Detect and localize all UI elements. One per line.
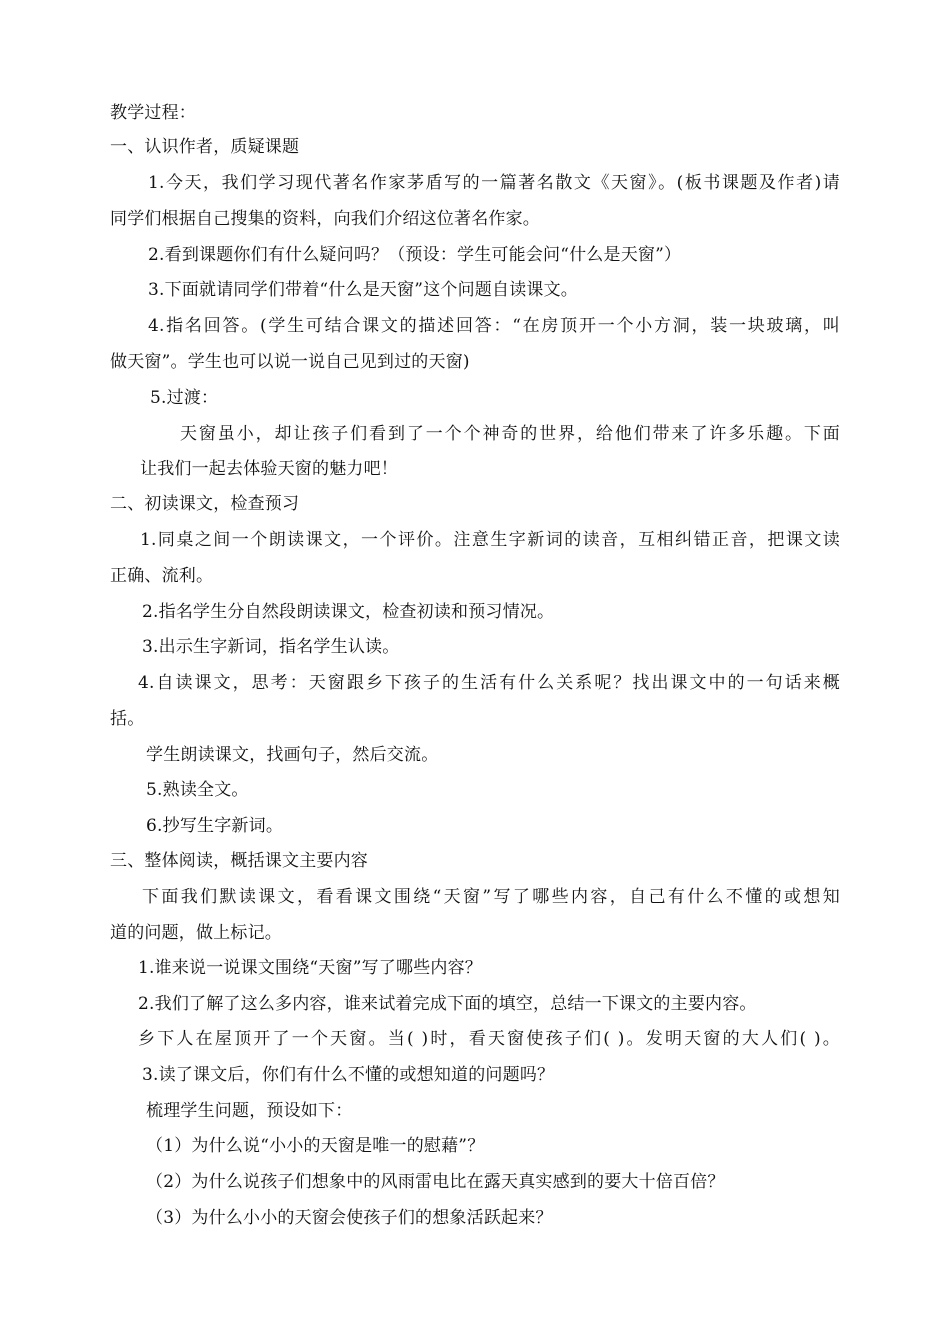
section-3-title: 三、整体阅读，概括课文主要内容 bbox=[110, 851, 368, 871]
section-1-para-1-line-2: 同学们根据自己搜集的资料，向我们介绍这位著名作家。 bbox=[110, 209, 540, 229]
section-1-para-4-line-2: 做天窗”。学生也可以说一说自己见到过的天窗) bbox=[110, 352, 470, 372]
section-2-para-5: 5.熟读全文。 bbox=[146, 780, 249, 800]
section-3-question-1: （1）为什么说“小小的天窗是唯一的慰藉”？ bbox=[146, 1136, 485, 1156]
section-3-para-3: 3.读了课文后，你们有什么不懂的或想知道的问题吗？ bbox=[142, 1065, 555, 1085]
section-3-fill-blank: 乡下人在屋顶开了一个天窗。当( )时，看天窗使孩子们( )。发明天窗的大人们( )。 bbox=[138, 1029, 840, 1049]
section-3-para-2: 2.我们了解了这么多内容，谁来试着完成下面的填空，总结一下课文的主要内容。 bbox=[138, 994, 757, 1014]
section-3-intro-line-1: 下面我们默读课文，看看课文围绕“天窗”写了哪些内容，自己有什么不懂的或想知 bbox=[142, 887, 840, 907]
section-2-para-1-line-1: 1.同桌之间一个朗读课文，一个评价。注意生字新词的读音，互相纠错正音，把课文读 bbox=[140, 530, 840, 550]
section-2-title: 二、初读课文，检查预习 bbox=[110, 494, 300, 514]
document-heading: 教学过程： bbox=[110, 103, 196, 123]
section-2-para-2: 2.指名学生分自然段朗读课文，检查初读和预习情况。 bbox=[142, 602, 555, 622]
section-2-para-4-line-2: 括。 bbox=[110, 709, 145, 729]
section-2-para-4-note: 学生朗读课文，找画句子，然后交流。 bbox=[146, 745, 439, 765]
section-1-para-5: 5.过渡： bbox=[150, 388, 219, 408]
section-2-para-1-line-2: 正确、流利。 bbox=[110, 566, 214, 586]
section-1-transition-line-2: 让我们一起去体验天窗的魅力吧！ bbox=[140, 459, 398, 479]
section-1-para-1-line-1: 1.今天，我们学习现代著名作家茅盾写的一篇著名散文《天窗》。(板书课题及作者)请 bbox=[148, 173, 840, 193]
section-3-para-3-note: 梳理学生问题，预设如下： bbox=[146, 1101, 353, 1121]
section-2-para-4-line-1: 4.自读课文，思考：天窗跟乡下孩子的生活有什么关系呢？找出课文中的一句话来概 bbox=[138, 673, 840, 693]
section-3-intro-line-2: 道的问题，做上标记。 bbox=[110, 923, 282, 943]
section-3-question-2: （2）为什么说孩子们想象中的风雨雷电比在露天真实感到的要大十倍百倍？ bbox=[146, 1172, 725, 1192]
section-3-question-3: （3）为什么小小的天窗会使孩子们的想象活跃起来？ bbox=[146, 1208, 553, 1228]
section-1-para-4-line-1: 4.指名回答。(学生可结合课文的描述回答：“在房顶开一个小方洞，装一块玻璃，叫 bbox=[148, 316, 840, 336]
section-1-para-2: 2.看到课题你们有什么疑问吗？（预设：学生可能会问“什么是天窗”） bbox=[148, 245, 682, 265]
section-2-para-6: 6.抄写生字新词。 bbox=[146, 816, 284, 836]
section-1-transition-line-1: 天窗虽小，却让孩子们看到了一个个神奇的世界，给他们带来了许多乐趣。下面 bbox=[180, 424, 840, 444]
section-1-title: 一、认识作者，质疑课题 bbox=[110, 137, 300, 157]
section-1-para-3: 3.下面就请同学们带着“什么是天窗”这个问题自读课文。 bbox=[148, 280, 579, 300]
section-2-para-3: 3.出示生字新词，指名学生认读。 bbox=[142, 637, 400, 657]
section-3-para-1: 1.谁来说一说课文围绕“天窗”写了哪些内容？ bbox=[138, 958, 483, 978]
